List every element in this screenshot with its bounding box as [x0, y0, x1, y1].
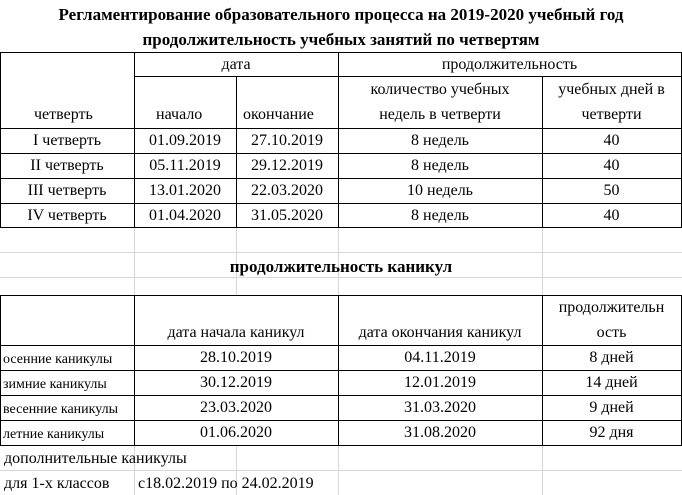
quarter-days: 40	[603, 157, 620, 174]
quarter-name: II четверть	[30, 157, 104, 174]
col-header-holiday-end: дата окончания каникул	[358, 324, 522, 341]
quarter-days: 40	[603, 132, 620, 149]
quarter-start: 05.11.2019	[149, 157, 221, 174]
table-border	[542, 295, 543, 445]
table-border	[0, 128, 682, 129]
table-border	[134, 295, 135, 445]
gridline	[0, 252, 682, 253]
quarter-end: 29.12.2019	[251, 157, 323, 174]
holiday-duration: 92 дня	[589, 424, 634, 441]
gridline	[0, 277, 682, 278]
col-header-days-line2: четверти	[581, 106, 642, 123]
col-header-holiday-start: дата начала каникул	[167, 324, 305, 341]
holiday-end: 31.08.2020	[404, 424, 476, 441]
holiday-start: 30.12.2019	[200, 374, 272, 391]
holiday-end: 31.03.2020	[404, 399, 476, 416]
holiday-name: зимние каникулы	[3, 377, 107, 392]
table-border	[0, 445, 682, 446]
holiday-duration: 9 дней	[589, 399, 634, 416]
header-duration: продолжительность	[441, 56, 578, 73]
holidays-title: продолжительность каникул	[229, 257, 453, 276]
table-border	[134, 76, 682, 77]
quarter-start: 13.01.2020	[149, 182, 221, 199]
holiday-duration: 8 дней	[589, 349, 634, 366]
extra-holidays-for: для 1-х классов	[4, 475, 110, 492]
table-border	[0, 203, 682, 204]
quarter-days: 40	[603, 207, 620, 224]
quarter-start: 01.09.2019	[149, 132, 221, 149]
quarter-end: 31.05.2020	[251, 207, 323, 224]
holiday-end: 12.01.2019	[404, 374, 476, 391]
table-border	[0, 178, 682, 179]
gridline	[0, 470, 682, 471]
col-header-start: начало	[156, 106, 203, 123]
col-header-weeks-line1: количество учебных	[370, 81, 510, 98]
table-border	[0, 395, 682, 396]
table-border	[338, 295, 339, 445]
holiday-duration: 14 дней	[585, 374, 638, 391]
quarter-weeks: 8 недель	[411, 157, 469, 174]
col-header-end: окончание	[243, 106, 314, 123]
quarter-end: 22.03.2020	[251, 182, 323, 199]
page-title: Регламентирование образовательного процесса на 2019-2020 учебный год	[58, 5, 624, 24]
holiday-end: 04.11.2019	[404, 349, 476, 366]
table-border	[0, 295, 682, 296]
quarter-weeks: 8 недель	[411, 207, 469, 224]
header-date: дата	[221, 56, 251, 73]
holiday-name: осенние каникулы	[3, 352, 113, 367]
table-border	[0, 420, 682, 421]
table-border	[0, 153, 682, 154]
col-header-weeks-line2: недель в четверти	[379, 106, 501, 123]
quarter-name: I четверть	[32, 132, 102, 149]
quarter-name: IV четверть	[27, 207, 107, 224]
table-border	[0, 295, 1, 445]
table-border	[0, 345, 682, 346]
col-header-holiday-duration-line2: ость	[596, 324, 627, 341]
col-header-holiday-duration-line1: продолжительн	[558, 299, 665, 316]
holiday-start: 28.10.2019	[200, 349, 272, 366]
extra-holidays-period: с18.02.2019 по 24.02.2019	[138, 475, 314, 492]
quarter-weeks: 10 недель	[407, 182, 473, 199]
table-border	[236, 76, 237, 227]
extra-holidays-label: дополнительные каникулы	[4, 450, 187, 467]
col-header-quarter: четверть	[34, 106, 93, 123]
quarter-weeks: 8 недель	[411, 132, 469, 149]
quarters-subtitle: продолжительность учебных занятий по четвертям	[142, 30, 540, 49]
quarter-name: III четверть	[27, 182, 107, 199]
holiday-start: 23.03.2020	[200, 399, 272, 416]
quarter-end: 27.10.2019	[251, 132, 323, 149]
holiday-name: летние каникулы	[3, 427, 105, 442]
holiday-start: 01.06.2020	[200, 424, 272, 441]
table-border	[0, 370, 682, 371]
col-header-days-line1: учебных дней в	[558, 81, 665, 98]
holiday-name: весенние каникулы	[3, 402, 119, 417]
table-border	[0, 227, 682, 228]
quarter-start: 01.04.2020	[149, 207, 221, 224]
table-border	[0, 52, 682, 53]
quarter-days: 50	[603, 182, 620, 199]
